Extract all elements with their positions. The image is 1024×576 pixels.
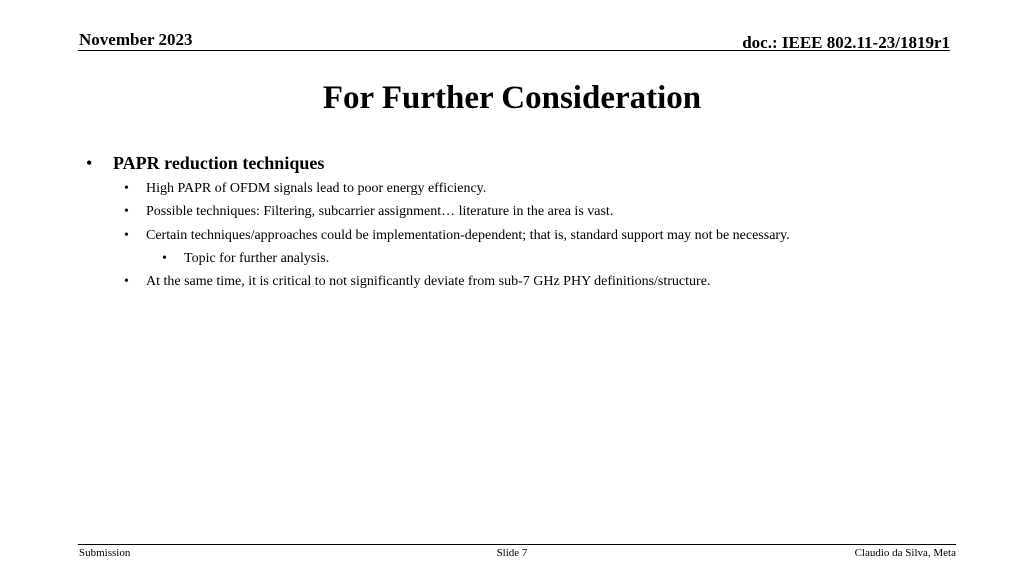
bullet-marker: • (86, 153, 93, 173)
bullet-item (124, 273, 710, 291)
bullet-marker: • (124, 274, 129, 289)
footer-author: Claudio da Silva, Meta (854, 547, 956, 559)
header-date: November 2023 (79, 30, 193, 49)
bullet-item (162, 250, 329, 268)
slide-title: For Further Consideration (322, 80, 702, 116)
bullet-marker: • (124, 204, 129, 219)
bullet-marker: • (162, 251, 167, 266)
bullet-item (86, 152, 324, 174)
footer-slide-number: Slide 7 (496, 547, 528, 559)
header-doc-id: doc.: IEEE 802.11-23/1819r1 (742, 33, 950, 52)
bullet-marker: • (124, 228, 129, 243)
bullet-marker: • (124, 181, 129, 196)
bullet-item (124, 227, 790, 245)
bullet-text: High PAPR of OFDM signals lead to poor energy efficiency. (146, 181, 487, 196)
bullet-text: PAPR reduction techniques (113, 153, 325, 173)
bullet-text: Certain techniques/approaches could be implementation-dependent; that is, standard support may not be necessary. (146, 228, 790, 243)
footer-divider (78, 544, 956, 545)
bullet-text: Topic for further analysis. (184, 251, 330, 266)
bullet-item (124, 180, 486, 198)
bullet-text: At the same time, it is critical to not significantly deviate from sub-7 GHz PHY definitions/structure. (146, 274, 711, 289)
footer-submission: Submission (79, 547, 131, 559)
bullet-text: Possible techniques: Filtering, subcarrier assignment… literature in the area is vast. (146, 204, 614, 219)
bullet-item (124, 203, 613, 221)
